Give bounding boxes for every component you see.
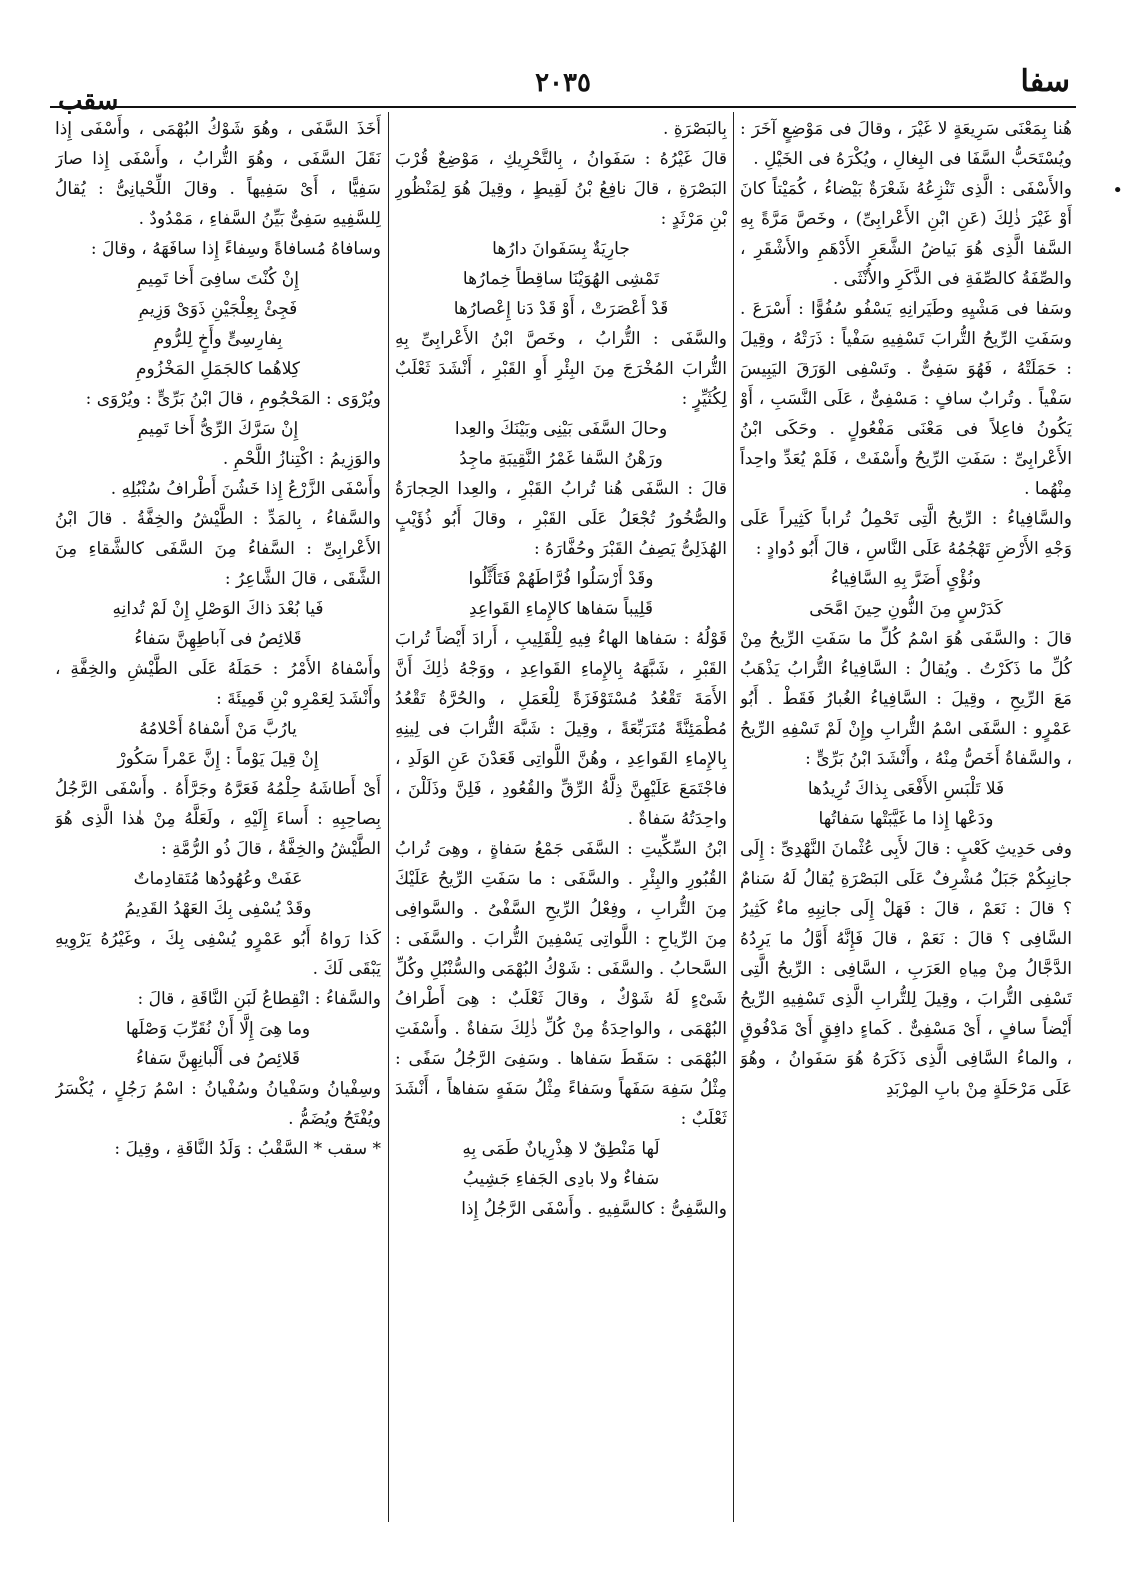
verse-line: يارُبَّ مَنْ أَسْفاهُ أَحْلامُهُ (139, 719, 297, 739)
paragraph: أَخَذَ السَّفَى ، وهُوَ شَوْكُ البُهْمَى ، وأَسْفَى إِذا نَقَلَ السَّفَى ، وهُوَ التُّرابُ ، وأَسْفَى إِذا صارَ سَفِيًّا ، أَىْ سَفِيهاً . وقالَ اللِّحْيانِىُّ : يُقالُ لِلسَّفِيهِ سَفِىٌّ بَيِّنُ السَّفاءِ ، مَمْدُودٌ . (55, 119, 381, 229)
paragraph: والأَسْفَى : الَّذِى تَنْزِعُهُ شَعْرَةٌ بَيْضاءُ ، كُمَيْتاً كانَ أَوْ غَيْرَ ذٰلِكَ (عَنِ ابْنِ الأَعْرابِىِّ) ، وخَصَّ مَرَّةً بِهِ السَّفا الَّذِى هُوَ بَياضُ الشَّعَرِ الأَدْهَمِ والأَشْقَرِ ، والصِّفَةُ كالصِّفَةِ فى الذَّكَرِ والأُنْثَى . (740, 179, 1072, 289)
paragraph: وسِفْيانُ وسَفْيانُ وسُفْيانُ : اسْمُ رَجُلٍ ، يُكْسَرُ ويُفْتَحُ ويُضَمُّ . (55, 1079, 381, 1129)
paragraph: والسَّفاءُ : انْقِطاعُ لَبَنِ النَّاقَةِ ، قالَ : (137, 989, 381, 1009)
verse-line: كِلاهُما كالجَمَلِ المَخْزُومِ (136, 359, 300, 379)
verse-line: تَمْشِى الهُوَيْنَا ساقِطاً خِمارُها (462, 269, 660, 289)
paragraph: قالَ : السَّفَى هُنا تُرابُ القَبْرِ ، والعِدا الحِجارَةُ والصُّخُورُ تُجْعَلُ عَلَى القَبْرِ ، وقالَ أَبُو ذُؤَيْبٍ الهُذَلِىُّ يَصِفُ القَبْرَ وحُفَّارَهُ : (395, 479, 727, 559)
paragraph: وفى حَدِيثِ كَعْبٍ : قالَ لأَبِى عُثْمانَ النَّهْدِىِّ : إِلَى جانِبِكُمْ جَبَلٌ مُشْرِفٌ عَلَى البَصْرَةِ يُقالُ لَهُ سَنامٌ ؟ قالَ : نَعَمْ ، قالَ : فَهَلْ إِلَى جانِبِهِ ماءٌ كَثِيرُ السَّافِى ؟ قالَ : نَعَمْ ، قالَ فَإِنَّهُ أَوَّلُ ما يَرِدُهُ الدَّجَّالُ مِنْ مِياهِ العَرَبِ ، السَّافِى : الرِّيحُ الَّتِى تَسْفِى التُّرابَ ، وقِيلَ لِلتُّرابِ الَّذِى تَسْفِيهِ الرِّيحُ أَيْضاً سافٍ ، أَىْ مَسْفِىٌّ . كَماءٍ دافِقٍ أَىْ مَدْفُوقٍ ، والماءُ السَّافِى الَّذِى ذَكَرَهُ هُوَ سَفَوانُ ، وهُوَ عَلَى مَرْحَلَةٍ مِنْ بابِ المِرْبَدِ (740, 839, 1072, 1099)
verse-line: عَفَتْ وعُهُودُها مُتَقادِماتٌ (133, 869, 303, 889)
verse-line: فَلا تَلْبَسِ الأَفْعَى بِذاكَ تُرِيدُها (807, 779, 1005, 799)
column-right (740, 114, 1072, 1519)
verse-line: كَدَرْسٍ مِنَ النُّونِ حِينَ امَّحَى (809, 599, 1003, 619)
paragraph: قالَ : والسَّفَى هُوَ اسْمُ كُلِّ ما سَفَتِ الرِّيحُ مِنْ كُلِّ ما ذَكَرْتُ . ويُقالُ : السَّافِياءُ التُّرابُ يَذْهَبُ مَعَ الرِّيحِ ، وقِيلَ : السَّافِياءُ الغُبارُ فَقَطْ . أَبُو عَمْرٍو : السَّفَى اسْمُ التُّرابِ وإِنْ لَمْ تَسْفِهِ الرِّيحُ ، والسَّفاةُ أَخَصُّ مِنْهُ ، وأَنْشَدَ ابْنُ بَرِّىٍّ : (740, 629, 1072, 769)
entry-start-paragraph: * سقب * السَّقْبُ : وَلَدُ النَّاقَةِ ، وقِيلَ : (114, 1139, 381, 1159)
verse-line: إِنْ كُنْتَ سافِىَ أَخا تَمِيمِ (137, 269, 299, 289)
paragraph: قالَ غَيْرُهُ : سَفَوانُ ، بِالتَّحْرِيكِ ، مَوْضِعٌ قُرْبَ البَصْرَةِ ، قالَ نافِعُ بْنُ لَقِيطٍ ، وقِيلَ هُوَ لِمَنْظُورِ بْنِ مَرْثَدٍ : (395, 149, 727, 229)
paragraph: والسَّافِياءُ : الرِّيحُ الَّتِى تَحْمِلُ تُراباً كَثِيراً عَلَى وَجْهِ الأَرْضِ تَهْجُمُهُ عَلَى النَّاسِ ، قالَ أَبُو دُوادٍ : (740, 509, 1072, 559)
paragraph: والسَّفاءُ ، بِالمَدِّ : الطَّيْشُ والخِفَّةُ . قالَ ابْنُ الأَعْرابِىِّ : السَّفاءُ مِنَ السَّفَى كالشَّقاءِ مِنَ الشَّقَى ، قالَ الشَّاعِرُ : (55, 509, 381, 589)
verse-line: قَلائِصُ فى أَلْبانِهِنَّ سَفاءُ (135, 1049, 301, 1069)
column-divider (733, 112, 734, 1522)
page-header (50, 58, 1076, 116)
paragraph: بِالبَصْرَةِ . (662, 119, 727, 139)
verse-line: ونُؤْىٍ أَضَرَّ بِهِ السَّافِياءُ (830, 569, 982, 589)
paragraph: وأَسْفَى الزَّرْعُ إِذا خَشُنَ أَطْرافُ سُنْبُلِهِ . (110, 479, 381, 499)
verse-line: قَدْ أَعْصَرَتْ ، أَوْ قَدْ دَنا إِعْصارُها (453, 299, 669, 319)
verse-line: بِفارِسِىٍّ وأَخٍ لِلرُّومِ (153, 329, 283, 349)
paragraph: وسَفا فى مَشْيِهِ وطَيَرانِهِ يَسْفُو سُفُوًّا : أَسْرَعَ . وسَفَتِ الرِّيحُ التُّرابَ تَسْفِيهِ سَفْياً : ذَرَتْهُ ، وقِيلَ : حَمَلَتْهُ ، فَهُوَ سَفِىٌّ . وتَسْفِى الوَرَقَ اليَبِيسَ سَفْياً . وتُرابٌ سافٍ : مَسْفِىٌّ ، عَلَى النَّسَبِ ، أَوْ يَكُونُ فاعِلاً فى مَعْنَى مَفْعُولٍ . وحَكَى ابْنُ الأَعْرابِىِّ : سَفَتِ الرِّيحُ وأَسْفَتْ ، فَلَمْ يُعَدِّ واحِداً مِنْهُما . (740, 299, 1072, 499)
running-head-right: سفا (1020, 64, 1070, 99)
paragraph: والسَّفِىُّ : كالسَّفِيهِ . وأَسْفَى الرَّجُلُ إِذا (461, 1199, 727, 1219)
header-rule (50, 106, 1076, 108)
paragraph: هُنا بِمَعْنَى سَرِيعَةٍ لا غَيْرَ ، وقالَ فى مَوْضِعٍ آخَرَ : ويُسْتَحَبُّ السَّفَا فى البِغالِ ، ويُكْرَهُ فى الخَيْلِ . (740, 119, 1072, 169)
paragraph: والوَزِيمُ : اكْتِنازُ اللَّحْمِ . (222, 449, 381, 469)
verse-line: وقَدْ أَرْسَلُوا فُرَّاطَهُمْ فَتَأَثَّلُوا (468, 569, 654, 589)
verse-line: ودَعْها إِذا ما غَيَّبَتْها سَفاتُها (818, 809, 994, 829)
verse-line: سَفاءٌ ولا بادِى الجَفاءِ جَشِيبُ (462, 1169, 660, 1189)
verse-line: فَجِئْ بِعِلْجَيْنِ ذَوَىْ وَزِيمِ (138, 299, 298, 319)
verse-line: لَها مَنْطِقٌ لا هِذْرِيانٌ طَمَى بِهِ (462, 1139, 660, 1159)
column-divider (388, 112, 389, 1522)
paragraph: وسافاهُ مُسافاةً وسِفاءً إِذا سافَهَهُ ، وقالَ : (90, 239, 381, 259)
paragraph: والسَّفَى : التُّرابُ ، وخَصَّ ابْنُ الأَعْرابِىِّ بِهِ التُّرابَ المُخْرَجَ مِنَ البِئْرِ أَوِ القَبْرِ ، أَنْشَدَ ثَعْلَبٌ لِكُثَيِّرٍ : (395, 329, 727, 409)
verse-line: إِنْ قِيلَ يَوْماً : إِنَّ عَمْراً سَكُورْ (117, 749, 319, 769)
paragraph: أَىْ أَطاشَهُ حِلْمُهُ فَعَرَّهُ وجَرَّأَهُ . وأَسْفَى الرَّجُلُ بِصاحِبِهِ : أَساءَ إِلَيْهِ ، ولَعَلَّهُ مِنْ هٰذا الَّذِى هُوَ الطَّيْشُ والخِفَّةُ ، قالَ ذُو الرُّمَّةِ : (55, 779, 381, 859)
column-middle (395, 114, 727, 1519)
verse-line: فَيا بُعْدَ ذاكَ الوَصْلِ إِنْ لَمْ تُدانِهِ (112, 599, 324, 619)
verse-line: قَلِيباً سَفاها كالإِماءِ القَواعِدِ (469, 599, 653, 619)
paragraph: ابْنُ السِّكِّيتِ : السَّفَى جَمْعُ سَفاةٍ ، وهِىَ تُرابُ القُبُورِ والبِئْرِ . والسَّفَى : ما سَفَتِ الرِّيحُ عَلَيْكَ مِنَ التُّرابِ ، وفِعْلُ الرِّيحِ السَّفْىُ . والسَّوافِى مِنَ الرِّياحِ : اللَّواتِى يَسْفِينَ التُّرابَ . والسَّفَى : السَّحابُ . والسَّفَى : شَوْكُ البُهْمَى والسُّنْبُلِ وكُلِّ شَىْءٍ لَهُ شَوْكٌ ، وقالَ ثَعْلَبٌ : هِىَ أَطْرافُ البُهْمَى ، والواحِدَةُ مِنْ كُلِّ ذٰلِكَ سَفاةٌ . وأَسْفَتِ البُهْمَى : سَقَطَ سَفاها . وسَفِىَ الرَّجُلُ سَفًى : مِثْلُ سَفِهَ سَفَهاً وسَفاءً مِثْلُ سَفَهٍ سَفاهاً ، أَنْشَدَ ثَعْلَبٌ : (395, 839, 727, 1129)
verse-line: وحالَ السَّفَى بَيْنِى وبَيْنَكَ والعِدا (454, 419, 668, 439)
running-head-left: سقب (58, 86, 119, 116)
paragraph: كَذا رَواهُ أَبُو عَمْرٍو يُسْفِى بِكَ ، وغَيْرُهُ يَرْوِيهِ يَبْقَى لَكَ . (55, 929, 381, 979)
column-left (55, 114, 381, 1519)
verse-line: ورَهْنُ السَّفا غَمْرُ النَّقِيبَةِ ماجِدُ (459, 449, 663, 469)
paragraph: ويُرْوَى : المَحْجُومِ ، قالَ ابْنُ بَرِّىٍّ : ويُرْوَى : (85, 389, 381, 409)
page-number: ٢٠٣٥ (535, 68, 591, 98)
margin-mark: • (1112, 180, 1123, 201)
verse-line: قَلائِصُ فى آباطِهِنَّ سَفاءُ (134, 629, 302, 649)
paragraph: وأَسْفاهُ الأَمْرُ : حَمَلَهُ عَلَى الطَّيْشِ والخِفَّةِ ، وأَنْشَدَ لِعَمْرِو بْنِ قَمِيئَةَ : (55, 659, 381, 709)
verse-line: إِنْ سَرَّكَ الرِّىُّ أَخا تَمِيمِ (137, 419, 299, 439)
verse-line: وقَدْ يُسْفِى بِكَ العَهْدُ القَدِيمُ (124, 899, 312, 919)
verse-line: وما هِىَ إِلَّا أَنْ نُقَرِّبَ وَصْلَها (125, 1019, 311, 1039)
paragraph: قَوْلُهُ : سَفاها الهاءُ فِيهِ لِلْقَلِيبِ ، أَرادَ أَيْضاً تُرابَ القَبْرِ ، شَبَّهَهُ بِالإِماءِ القَواعِدِ ، ووَجْهُ ذٰلِكَ أَنَّ الأَمَةَ تَقْعُدُ مُسْتَوْفَزَةً لِلْعَمَلِ ، والحُرَّةُ تَقْعُدُ مُطْمَئِنَّةً مُتَرَبِّعَةً ، وقِيلَ : شَبَّهَ التُّرابَ فى لِينِهِ بِالإِماءِ القَواعِدِ ، وهُنَّ اللَّواتِى قَعَدْنَ عَنِ الوَلَدِ ، فاجْتَمَعَ عَلَيْهِنَّ ذِلَّةُ الرِّقِّ والقُعُودِ ، فَلِنَّ وذَلَلْنَ ، واحِدَتُهُ سَفاةٌ . (395, 629, 727, 829)
verse-line: جارِيَةٌ بِسَفَوانَ دارُها (492, 239, 630, 259)
